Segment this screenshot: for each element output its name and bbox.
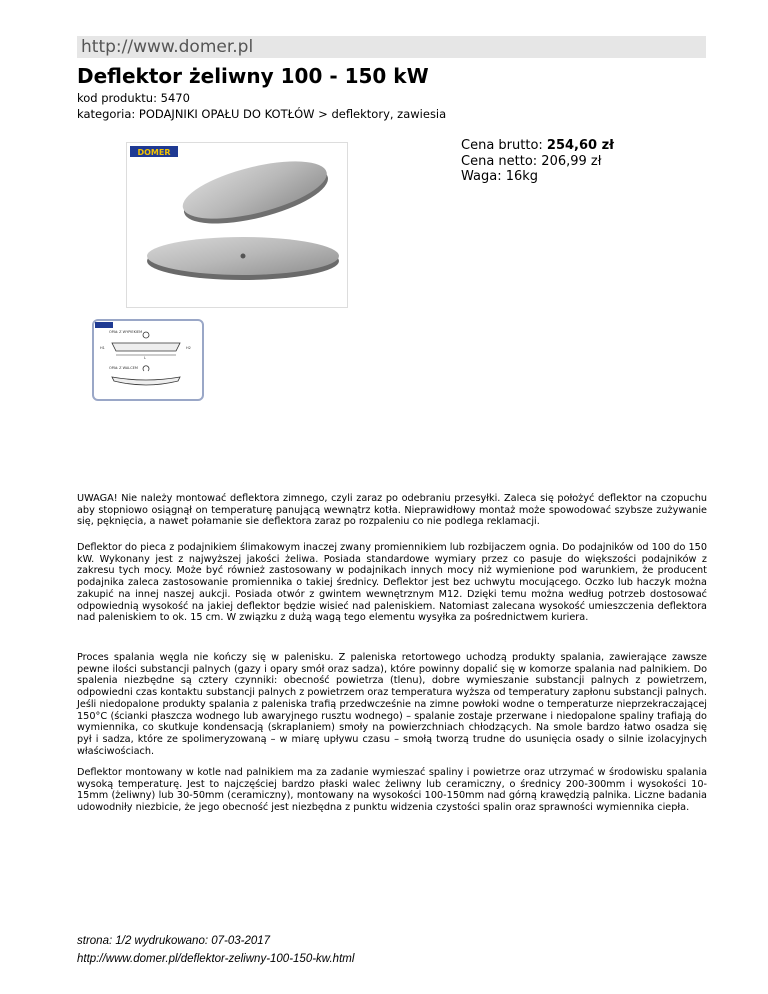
product-weight: Waga: 16kg <box>461 169 539 184</box>
svg-text:OPAŁ Z WALCEM: OPAŁ Z WALCEM <box>109 366 138 370</box>
technical-diagram <box>92 319 204 401</box>
product-title: Deflektor żeliwny 100 - 150 kW <box>77 64 429 88</box>
gross-price-line <box>461 138 614 154</box>
svg-text:OPAŁ Z WYPIEKIEM: OPAŁ Z WYPIEKIEM <box>109 330 143 334</box>
price-box <box>461 138 614 185</box>
svg-text:L: L <box>144 356 146 360</box>
net-price: Cena netto: 206,99 zł <box>461 153 602 169</box>
description-paragraph-2: Proces spalania węgla nie kończy się w palenisku. Z paleniska retortowego uchodzą produkty spalania, zawierające zawsze pewne ilości substancji palnych (gazy i opary smół oraz sadza), które powinny dopalić się w komorze spalania nad palnikiem. Do spalenia niezbędne są cztery czynniki: obecność powietrza (tlenu), dobre wymieszanie substancji palnych z powietrzem, odpowiedni czas kontaktu substancji palnych z powietrzem oraz temperatura wyższa od temperatury zapłonu substancji palnych. Jeśli niedopalone produkty spalania z paleniska trafią przedwcześnie na zimne powłoki wodne o temperaturze nieprzekraczającej 150°C (ścianki płaszcza wodnego lub awaryjnego rusztu wodnego) – spalanie zostaje przerwane i niedopalone spaliny trafiają do wymiennika, co skutkuje kondensacją (skraplaniem) smoły na powierzchniach chłodzących. Na smole bardzo łatwo osadza się pył i sadza, które ze spolimeryzowaną – w miarę upływu czasu – smołą tworzą trudne do usunięcia osady o silnie izolacyjnych właściwościach. <box>77 652 707 757</box>
product-category: kategoria: PODAJNIKI OPAŁU DO KOTŁÓW > deflektory, zawiesia <box>77 107 447 121</box>
gross-price-value: 254,60 zł <box>546 138 615 153</box>
warning-paragraph: UWAGA! Nie należy montować deflektora zimnego, czyli zaraz po odebraniu przesyłki. Zaleca się położyć deflektor na czopuchu aby stopniowo osiągnął on temperaturę panującą wewnątrz kotła. Nieprawidłowy montaż może spowodować szybsze zużywanie się, pęknięcia, a nawet połamanie sie deflektora zaraz po rozpaleniu co nie podlega reklamacji. <box>77 493 707 528</box>
gross-price-label: Cena brutto: <box>461 138 543 153</box>
svg-text:H1: H1 <box>100 346 105 350</box>
site-url-bar: http://www.domer.pl <box>77 36 706 58</box>
description-paragraph-3: Deflektor montowany w kotle nad palnikiem ma za zadanie wymieszać spaliny i powietrze oraz utrzymać w środowisku spalania wysoką temperaturę. Jest to najczęściej bardzo płaski walec żeliwny lub ceramiczny, o średnicy 200-300mm i wysokości 10-15mm (żeliwny) lub 30-50mm (ceramiczny), montowany na wysokości 100-150mm nad górną krawędzią palnika. Liczne badania udowodniły niezbicie, że jego obecność jest niezbędna z punktu widzenia czystości spalin oraz sprawności wymiennika ciepła. <box>77 767 707 814</box>
description-paragraph-1: Deflektor do pieca z podajnikiem ślimakowym inaczej zwany promiennikiem lub rozbijaczem ognia. Do podajników od 100 do 150 kW. Wykonany jest z najwyższej jakości żeliwa. Posiada standardowe wymiary przez co pasuje do większości podajników z zakresu tych mocy. Może być również zastosowany w podajnikach innych mocy niż wymienione pod warunkiem, że producent podajnika zaleca zastosowanie promiennika o takiej średnicy. Deflektor jest bez uchwytu mocującego. Oczko lub haczyk można zakupić na innej naszej aukcji. Posiada otwór z gwintem wewnętrznym M12. Dzięki temu można według potrzeb dostosować odpowiednią wysokość na jakiej deflektor będzie wisieć nad paleniskiem. Natomiast zalecana wysokość umieszczenia deflektora nad paleniskiem to ok. 15 cm. W związku z dużą wagą tego elementu wysyłka za pośrednictwem kuriera. <box>77 542 707 624</box>
svg-text:H2: H2 <box>186 346 191 350</box>
product-photo <box>126 142 348 308</box>
footer-url: http://www.domer.pl/deflektor-zeliwny-100-150-kw.html <box>77 953 355 965</box>
product-code: kod produktu: 5470 <box>77 91 190 105</box>
footer-page-info: strona: 1/2 wydrukowano: 07-03-2017 <box>77 935 271 947</box>
domer-logo-text: DOMER <box>137 148 171 157</box>
